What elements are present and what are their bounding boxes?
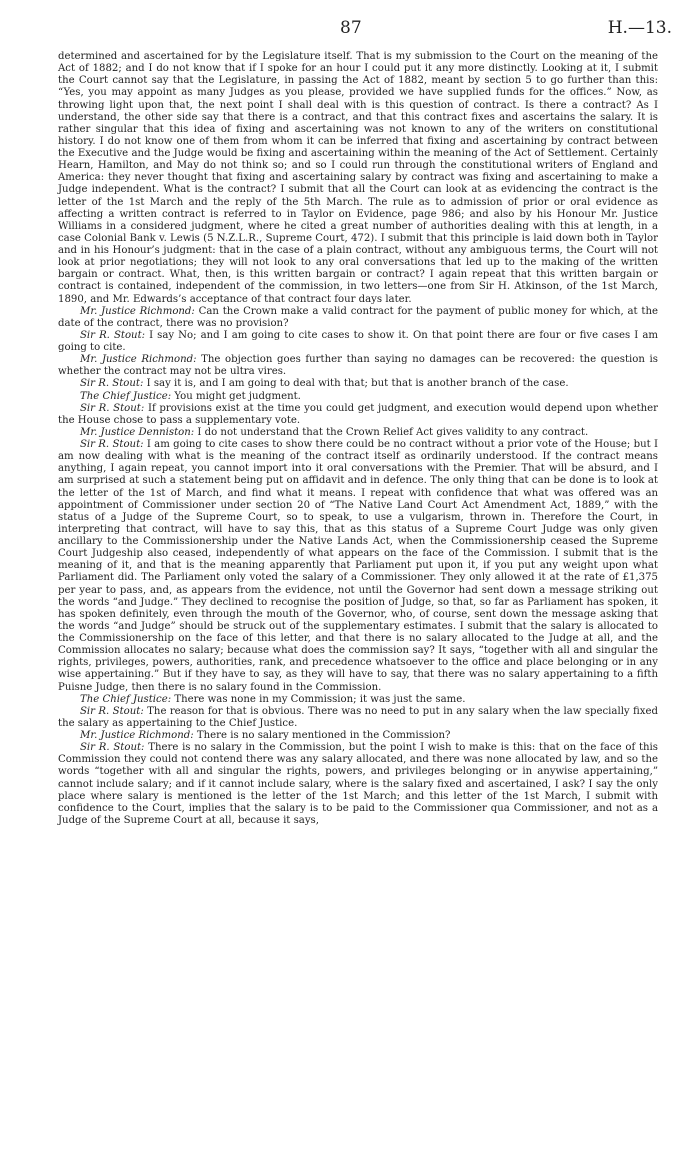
paragraph-text: I say it is, and I am going to deal with that; but that is another branch of the case.	[143, 378, 569, 390]
speaker-name: Sir R. Stout:	[80, 705, 144, 717]
speaker-name: Sir R. Stout:	[80, 439, 144, 450]
speaker-name: Mr. Justice Richmond:	[80, 305, 195, 317]
paragraph	[58, 742, 658, 827]
paragraph	[58, 427, 658, 439]
paragraph	[58, 354, 658, 378]
speaker-name: Mr. Justice Denniston:	[80, 426, 195, 438]
document-code: H.—13.	[607, 18, 672, 38]
paragraph	[58, 706, 658, 730]
paragraph	[58, 694, 658, 706]
paragraph-text: I do not understand that the Crown Relief Act gives validity to any contract.	[194, 426, 589, 438]
speaker-name: The Chief Justice:	[80, 390, 172, 402]
paragraph	[58, 51, 658, 306]
speaker-name: Sir R. Stout:	[80, 329, 146, 341]
paragraph	[58, 403, 658, 427]
page-number: 87	[340, 18, 362, 38]
speaker-name: Mr. Justice Richmond:	[80, 354, 197, 366]
speaker-name: Mr. Justice Richmond:	[80, 730, 194, 741]
paragraph	[58, 730, 658, 742]
paragraph	[58, 439, 658, 694]
paragraph	[58, 306, 658, 330]
paragraph-text: If provisions exist at the time you could get judgment, and execution would depend upon whether the House chose to pass a supplementary vote.	[58, 402, 658, 426]
document-body	[58, 51, 658, 827]
paragraph-text: The objection goes further than saying no damages can be recovered: the question is whether the contract may not be ultra vires.	[58, 354, 658, 378]
paragraph-text: You might get judgment.	[171, 390, 301, 402]
paragraph	[58, 378, 658, 390]
paragraph-text: Can the Crown make a valid contract for the payment of public money for which, at the date of the contract, there was no provision?	[58, 305, 658, 329]
paragraph-text: determined and ascertained for by the Legislature itself. That is my submission to the Court on the meaning of the Act of 1882; and I do not know that if I spoke for an hour I could put it any more distinctly. Looking at it, I submit the Court cannot say that the Legislature, in passing the Act of 1882, meant by section 5 to go further than this: “Yes, you may appoint as many Judges as you please, provided we have supplied funds for the offices.” Now, as throwing light upon that, the next point I shall deal with is this question of contract. Is there a contract? As I understand, the other side say that there is a contract, and that this contract fixes and ascertains the salary. It is rather singular that this idea of fixing and ascertaining was not known to any of the writers on constitutional history. I do not know one of them from whom it can be inferred that fixing and ascertaining by contract between the Executive and the Judge would be fixing and ascertaining within the meaning of the Act of Settlement. Certainly Hearn, Hamilton, and May do not think so; and so I could run through the constitutional writers of England and America: they never thought that fixing and ascertaining salary by contract was fixing and ascertaining to make a Judge independent. What is the contract? I submit that all the Court can look at as evidencing the contract is the letter of the 1st March and the reply of the 5th March. The rule as to admission of prior or oral evidence as affecting a written contract is referred to in Taylor on Evidence, page 986; and also by his Honour Mr. Justice Williams in a considered judgment, where he cited a great number of authorities dealing with this at length, in a case Colonial Bank v. Lewis (5 N.Z.L.R., Supreme Court, 472). I submit that this principle is laid down both in Taylor and in his Honour’s judgment: that in the case of a plain contract, without any ambiguous terms, the Court will not look at prior negotiations; they will not look to any oral conversations that led up to the making of the written bargain or contract. What, then, is this written bargain or contract? I again repeat that this written bargain or contract is contained, independent of the commission, in two letters—one from Sir H. Atkinson, of the 1st March, 1890, and Mr. Edwards’s acceptance of that contract four days later.	[58, 51, 658, 305]
speaker-name: The Chief Justice:	[80, 693, 172, 705]
paragraph-text: There was none in my Commission; it was just the same.	[171, 693, 466, 705]
paragraph-text: There is no salary mentioned in the Commission?	[193, 730, 451, 741]
paragraph	[58, 330, 658, 354]
page-header	[0, 18, 700, 42]
paragraph-text: I say No; and I am going to cite cases to show it. On that point there are four or five cases I am going to cite.	[58, 329, 658, 353]
paragraph-text: There is no salary in the Commission, but the point I wish to make is this: that on the face of this Commission they could not contend there was any salary allocated, and there was none allocated by law, and so the words “together with all and singular the rights, powers, and privileges belonging or in anywise appertaining,” cannot include salary; and if it cannot include salary, where is the salary fixed and ascertained, I ask? I say the only place where salary is mentioned is the letter of the 1st March; and this letter of the 1st March, I submit with confidence to the Court, implies that the salary is to be paid to the Commissioner qua Commissioner, and not as a Judge of the Supreme Court at all, because it says,	[58, 742, 658, 826]
paragraph-text: I am going to cite cases to show there could be no contract without a prior vote of the House; but I am now dealing with what is the meaning of the contract itself as ordinarily understood. If the contract means anything, I again repeat, you cannot import into it oral conversations with the Premier. That will be absurd, and I am surprised at such a statement being put on affidavit and in defence. The only thing that can be done is to look at the letter of the 1st of March, and find what it means. I repeat with confidence that what was offered was an appointment of Commissioner under section 20 of “The Native Land Court Act Amendment Act, 1889,” with the status of a Judge of the Supreme Court, so to speak, to use a vulgarism, thrown in. Therefore the Court, in interpreting that contract, will have to say this, that as this status of a Supreme Court Judge was only given ancillary to the Commissionership under the Native Lands Act, when the Commissionership ceased the Supreme Court Judgeship also ceased, independently of what appears on the face of the Commission. I submit that is the meaning of it, and that is the meaning apparently that Parliament put upon it, if you put any weight upon what Parliament did. The Parliament only voted the salary of a Commissioner. They only allowed it at the rate of £1,375 per year to pass, and, as appears from the evidence, not until the Governor had sent down a message striking out the words “and Judge.” They declined to recognise the position of Judge, so that, so far as Parliament has spoken, it has spoken definitely, even through the mouth of the Governor, who, of course, sent down the message asking that the words “and Judge” should be struck out of the supplementary estimates. I submit that the salary is allocated to the Commissionership on the face of this letter, and that there is no salary allocated to the Judge at all, and the Commission allocates no salary; because what does the commission say? It says, “together with all and singular the rights, privileges, powers, authorities, rank, and precedence whatsoever to the office and place belonging or in any wise appertaining.” But if they have to say, as they will have to say, that there was no salary appertaining to a fifth Puisne Judge, then there is no salary found in the Commission.	[58, 439, 658, 693]
paragraph-text: The reason for that is obvious. There was no need to put in any salary when the law specially fixed the salary as appertaining to the Chief Justice.	[58, 705, 658, 729]
paragraph	[58, 391, 658, 403]
speaker-name: Sir R. Stout:	[80, 378, 144, 390]
speaker-name: Sir R. Stout:	[80, 402, 145, 414]
speaker-name: Sir R. Stout:	[80, 742, 145, 754]
